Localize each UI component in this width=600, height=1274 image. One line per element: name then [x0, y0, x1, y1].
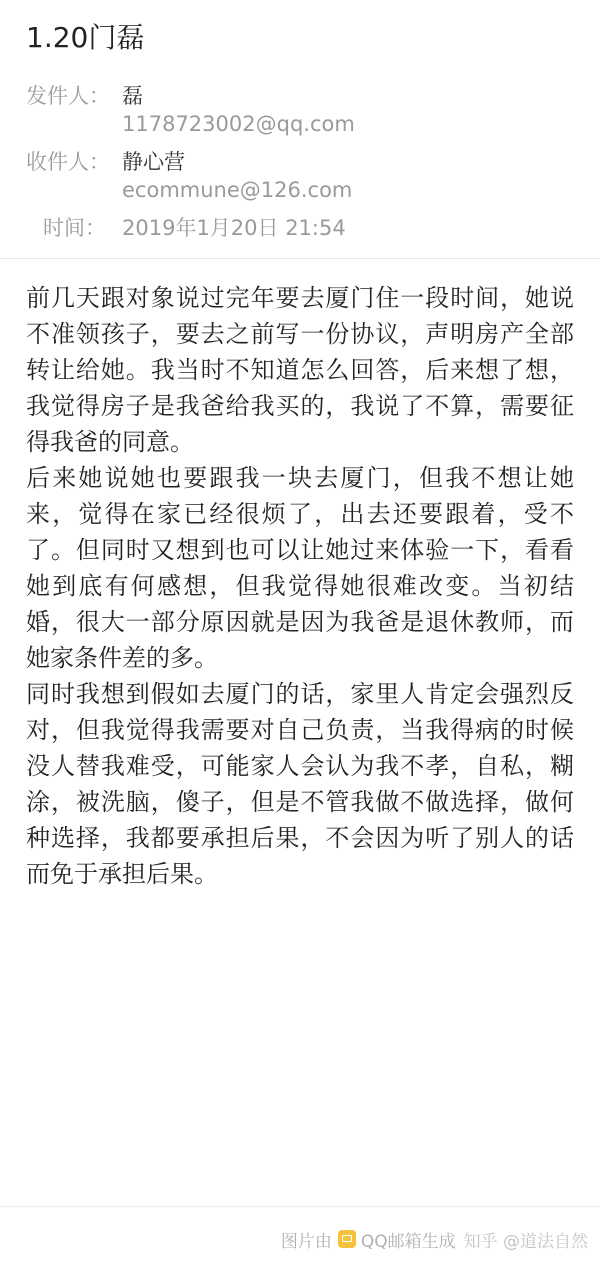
to-label: 收件人：: [26, 150, 110, 174]
footer-divider: [0, 1206, 600, 1207]
body-paragraph: 后来她说她也要跟我一块去厦门，但我不想让她来，觉得在家已经很烦了，出去还要跟着，受不了。但同时又想到也可以让她过来体验一下，看看她到底有何感想，但我觉得她很难改变。当初结婚，很大一部分原因就是因为我爸是退休教师，而她家条件差的多。: [26, 464, 574, 672]
from-label: 发件人：: [26, 84, 110, 108]
body-paragraph: 同时我想到假如去厦门的话，家里人肯定会强烈反对，但我觉得我需要对自己负责，当我得病的时候没人替我难受，可能家人会认为我不孝，自私，糊涂，被洗脑，傻子，但是不管我做不做选择，做何种选择，我都要承担后果，不会因为听了别人的话而免于承担后果。: [26, 680, 574, 888]
sender-address[interactable]: 1178723002@qq.com: [122, 112, 355, 136]
email-subject: 1.20门磊: [26, 21, 145, 54]
body-paragraph: 前几天跟对象说过完年要去厦门住一段时间，她说不准领孩子，要去之前写一份协议，声明房产全部转让给她。我当时不知道怎么回答，后来想了想，我觉得房子是我爸给我买的，我说了不算，需要征得我爸的同意。: [26, 284, 574, 456]
qq-mail-icon: [338, 1230, 356, 1248]
email-body: [26, 280, 574, 892]
recipient-name[interactable]: 静心营: [122, 150, 185, 174]
footer-suffix: QQ邮箱生成: [360, 1231, 456, 1252]
sender-name[interactable]: 磊: [122, 84, 143, 108]
recipient-address[interactable]: ecommune@126.com: [122, 178, 353, 202]
header-divider: [0, 258, 600, 259]
sent-time: 2019年1月20日 21:54: [122, 216, 346, 240]
watermark: 知乎 @道法自然: [463, 1231, 588, 1252]
email-header: [0, 0, 600, 258]
footer: [281, 1224, 588, 1254]
time-label: 时间：: [43, 216, 106, 240]
footer-prefix: 图片由: [280, 1231, 332, 1252]
